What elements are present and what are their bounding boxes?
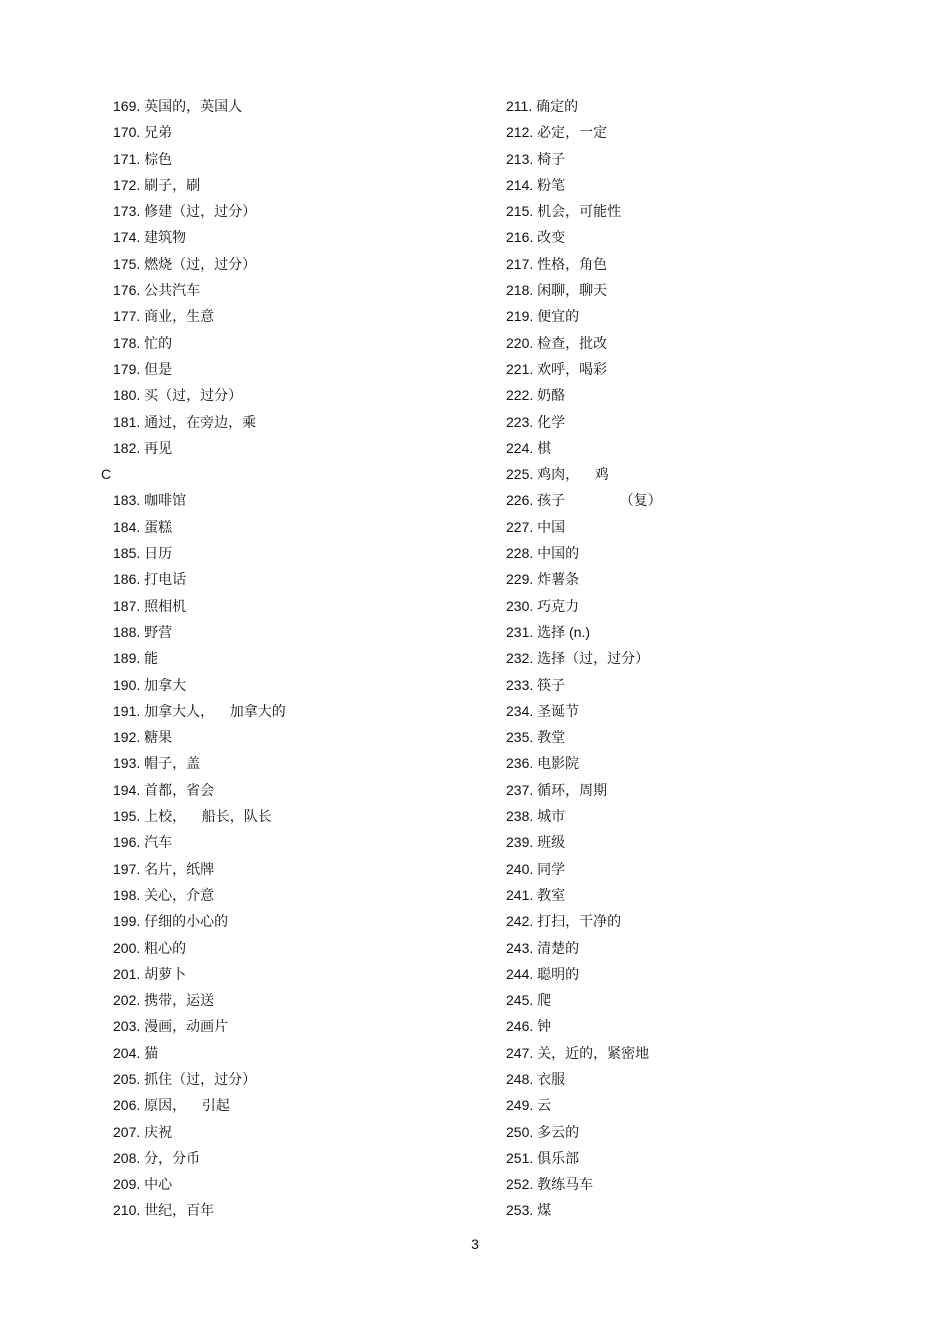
vocab-entry bbox=[506, 935, 846, 961]
entry-meaning: 改变 bbox=[537, 229, 566, 246]
vocab-entry bbox=[113, 566, 453, 592]
vocab-entry bbox=[506, 619, 846, 645]
vocab-entry bbox=[113, 645, 453, 671]
entry-meaning: 确定的 bbox=[536, 98, 579, 114]
entry-meaning: 孩子 （复） bbox=[537, 492, 662, 509]
entry-meaning: 刷子，刷 bbox=[144, 176, 201, 193]
entry-number: 169. bbox=[113, 98, 141, 114]
vocab-entry bbox=[506, 435, 846, 461]
entry-number: 225. bbox=[506, 466, 534, 483]
entry-meaning: 蛋糕 bbox=[144, 518, 173, 535]
vocab-entry bbox=[113, 224, 453, 250]
entry-meaning: 椅子 bbox=[537, 150, 566, 167]
entry-number: 208. bbox=[113, 1149, 141, 1166]
entry-meaning: 衣服 bbox=[537, 1070, 566, 1087]
entry-number: 180. bbox=[113, 387, 141, 404]
entry-meaning: 修建（过，过分） bbox=[144, 203, 257, 220]
entry-meaning: 同学 bbox=[537, 860, 566, 877]
entry-number: 179. bbox=[113, 360, 141, 377]
entry-number: 190. bbox=[113, 676, 141, 693]
entry-meaning: 教室 bbox=[537, 886, 566, 903]
vocab-entry bbox=[506, 382, 846, 408]
entry-number: 226. bbox=[506, 492, 534, 509]
entry-number: 185. bbox=[113, 545, 141, 562]
entry-number: 214. bbox=[506, 176, 534, 193]
entry-number: 236. bbox=[506, 755, 534, 772]
entry-number: 229. bbox=[506, 571, 534, 588]
entry-meaning: 中国 bbox=[537, 518, 566, 535]
entry-meaning: 分，分币 bbox=[144, 1149, 201, 1166]
vocab-entry bbox=[506, 146, 846, 172]
entry-number: 251. bbox=[506, 1149, 534, 1166]
entry-meaning: 兄弟 bbox=[144, 124, 173, 141]
entry-meaning: 再见 bbox=[144, 439, 173, 456]
vocab-entry bbox=[113, 514, 453, 540]
vocab-entry bbox=[506, 540, 846, 566]
vocab-entry bbox=[113, 961, 453, 987]
vocab-entry bbox=[113, 1013, 453, 1039]
vocab-entry bbox=[506, 724, 846, 750]
entry-number: 250. bbox=[506, 1123, 534, 1140]
vocab-entry bbox=[113, 672, 453, 698]
vocab-entry bbox=[113, 1066, 453, 1092]
entry-number: 174. bbox=[113, 229, 141, 246]
page-number: 3 bbox=[471, 1236, 479, 1252]
entry-number: 241. bbox=[506, 886, 534, 903]
entry-meaning: 棕色 bbox=[144, 150, 173, 167]
vocab-entry bbox=[506, 224, 846, 250]
entry-number: 202. bbox=[113, 992, 141, 1009]
vocab-entry bbox=[506, 1013, 846, 1039]
entry-number: 248. bbox=[506, 1070, 534, 1087]
vocab-entry bbox=[506, 777, 846, 803]
vocab-entry bbox=[506, 1040, 846, 1066]
vocab-entry bbox=[506, 172, 846, 198]
left-vocab-column bbox=[101, 93, 453, 1224]
entry-number: 197. bbox=[113, 860, 141, 877]
vocab-entry bbox=[506, 672, 846, 698]
entry-number: 233. bbox=[506, 676, 534, 693]
entry-number: 220. bbox=[506, 334, 534, 351]
vocab-entry bbox=[506, 1171, 846, 1197]
entry-meaning: 帽子，盖 bbox=[144, 755, 201, 772]
entry-number: 211. bbox=[506, 98, 533, 114]
entry-number: 222. bbox=[506, 387, 534, 404]
vocab-entry bbox=[113, 277, 453, 303]
entry-meaning: 野营 bbox=[144, 623, 173, 640]
entry-meaning: 聪明的 bbox=[537, 965, 580, 982]
entry-meaning: 煤 bbox=[537, 1202, 552, 1219]
vocab-entry bbox=[113, 382, 453, 408]
entry-number: 243. bbox=[506, 939, 534, 956]
entry-meaning: 加拿大人， 加拿大的 bbox=[144, 702, 286, 719]
vocab-entry bbox=[113, 146, 453, 172]
vocab-entry bbox=[113, 829, 453, 855]
entry-number: 207. bbox=[113, 1123, 141, 1140]
right-vocab-column bbox=[506, 93, 846, 1224]
entry-meaning: 商业，生意 bbox=[144, 308, 215, 325]
vocab-entry bbox=[113, 303, 453, 329]
entry-number: 170. bbox=[113, 124, 141, 141]
entry-meaning: 粉笔 bbox=[537, 176, 566, 193]
entry-meaning: 粗心的 bbox=[144, 939, 187, 956]
entry-number: 193. bbox=[113, 755, 141, 772]
vocab-entry bbox=[506, 409, 846, 435]
vocab-entry bbox=[506, 1197, 846, 1223]
entry-number: 242. bbox=[506, 913, 534, 930]
vocab-entry bbox=[113, 619, 453, 645]
entry-number: 230. bbox=[506, 597, 534, 614]
vocab-entry bbox=[113, 356, 453, 382]
vocab-entry bbox=[113, 882, 453, 908]
vocab-entry bbox=[506, 698, 846, 724]
entry-meaning: 日历 bbox=[144, 545, 173, 562]
entry-meaning: 云 bbox=[537, 1097, 552, 1114]
vocab-entry bbox=[113, 1145, 453, 1171]
vocab-entry bbox=[113, 93, 453, 119]
entry-number: 228. bbox=[506, 545, 534, 562]
vocab-entry bbox=[113, 593, 453, 619]
vocab-entry bbox=[113, 198, 453, 224]
vocab-entry bbox=[506, 803, 846, 829]
entry-number: 235. bbox=[506, 729, 534, 746]
entry-number: 246. bbox=[506, 1018, 534, 1035]
entry-number: 192. bbox=[113, 729, 141, 746]
vocab-entry bbox=[506, 330, 846, 356]
vocab-entry bbox=[506, 987, 846, 1013]
entry-number: 194. bbox=[113, 781, 141, 798]
entry-number: 212. bbox=[506, 124, 534, 141]
entry-meaning: 糖果 bbox=[144, 729, 173, 746]
entry-meaning: 清楚的 bbox=[537, 939, 580, 956]
entry-meaning: 便宜的 bbox=[537, 308, 580, 325]
entry-meaning: 炸薯条 bbox=[537, 571, 580, 588]
vocab-entry bbox=[506, 119, 846, 145]
vocab-entry bbox=[113, 172, 453, 198]
vocab-entry bbox=[113, 750, 453, 776]
entry-number: 172. bbox=[113, 176, 141, 193]
vocab-entry bbox=[113, 698, 453, 724]
entry-number: 196. bbox=[113, 834, 141, 851]
entry-number: 209. bbox=[113, 1176, 141, 1193]
entry-meaning: 城市 bbox=[537, 808, 566, 825]
vocab-entry bbox=[506, 93, 846, 119]
entry-meaning: 选择（过，过分） bbox=[537, 650, 650, 667]
entry-meaning: 猫 bbox=[144, 1044, 159, 1061]
entry-number: 237. bbox=[506, 781, 534, 798]
vocab-entry bbox=[113, 251, 453, 277]
entry-meaning: 筷子 bbox=[537, 676, 566, 693]
entry-number: 232. bbox=[506, 650, 534, 667]
entry-meaning: 能 bbox=[144, 650, 159, 667]
vocab-entry bbox=[506, 645, 846, 671]
entry-number: 216. bbox=[506, 229, 534, 246]
entry-meaning: 公共汽车 bbox=[144, 282, 201, 299]
entry-meaning: 检查，批改 bbox=[537, 334, 608, 351]
vocab-entry bbox=[506, 356, 846, 382]
entry-meaning: 原因， 引起 bbox=[144, 1097, 230, 1114]
vocab-entry bbox=[113, 935, 453, 961]
entry-number: 199. bbox=[113, 913, 141, 930]
entry-number: 181. bbox=[113, 413, 141, 430]
vocab-entry bbox=[113, 987, 453, 1013]
entry-meaning: 中心 bbox=[144, 1176, 173, 1193]
entry-meaning: 照相机 bbox=[144, 597, 187, 614]
entry-number: 244. bbox=[506, 965, 534, 982]
entry-meaning: 漫画，动画片 bbox=[144, 1018, 229, 1035]
vocab-entry bbox=[506, 303, 846, 329]
vocab-entry bbox=[113, 435, 453, 461]
entry-meaning: 机会，可能性 bbox=[537, 203, 622, 220]
entry-number: 191. bbox=[113, 702, 141, 719]
entry-number: 217. bbox=[506, 255, 534, 272]
entry-meaning: 中国的 bbox=[537, 545, 580, 562]
entry-number: 219. bbox=[506, 308, 534, 325]
entry-number: 204. bbox=[113, 1044, 141, 1061]
entry-number: 227. bbox=[506, 518, 534, 535]
entry-meaning: 首都，省会 bbox=[144, 781, 215, 798]
entry-number: 195. bbox=[113, 808, 141, 825]
entry-meaning: 上校， 船长，队长 bbox=[144, 808, 272, 825]
entry-meaning: 通过，在旁边，乘 bbox=[144, 413, 257, 430]
entry-number: 221. bbox=[506, 360, 534, 377]
entry-meaning: 爬 bbox=[537, 992, 552, 1009]
entry-number: 173. bbox=[113, 203, 141, 220]
vocab-entry bbox=[506, 908, 846, 934]
entry-number: 218. bbox=[506, 282, 534, 299]
entry-meaning: 循环，周期 bbox=[537, 781, 608, 798]
entry-number: 206. bbox=[113, 1097, 141, 1114]
entry-number: 182. bbox=[113, 439, 141, 456]
vocab-entry bbox=[506, 251, 846, 277]
entry-meaning: 燃烧（过，过分） bbox=[144, 255, 257, 272]
section-letter: C bbox=[101, 466, 112, 483]
entry-number: 175. bbox=[113, 255, 141, 272]
entry-number: 240. bbox=[506, 860, 534, 877]
entry-meaning: 世纪，百年 bbox=[144, 1202, 215, 1219]
entry-meaning: 化学 bbox=[537, 413, 566, 430]
entry-meaning: 鸡肉， 鸡 bbox=[537, 466, 609, 483]
vocab-entry bbox=[506, 198, 846, 224]
entry-number: 187. bbox=[113, 597, 141, 614]
entry-number: 249. bbox=[506, 1097, 534, 1114]
entry-number: 183. bbox=[113, 492, 141, 509]
vocab-entry bbox=[113, 1171, 453, 1197]
entry-number: 210. bbox=[113, 1202, 141, 1219]
vocab-entry bbox=[113, 1040, 453, 1066]
entry-number: 184. bbox=[113, 518, 141, 535]
entry-number: 231. bbox=[506, 623, 534, 640]
entry-number: 201. bbox=[113, 965, 141, 982]
entry-number: 200. bbox=[113, 939, 141, 956]
entry-meaning: 巧克力 bbox=[537, 597, 580, 614]
vocab-entry bbox=[506, 882, 846, 908]
entry-meaning: 必定，一定 bbox=[537, 124, 608, 141]
vocab-entry bbox=[506, 1145, 846, 1171]
vocab-entry bbox=[113, 487, 453, 513]
vocab-entry bbox=[113, 1119, 453, 1145]
entry-meaning: 打电话 bbox=[144, 571, 187, 588]
entry-meaning: 教练马车 bbox=[537, 1176, 594, 1193]
entry-number: 213. bbox=[506, 150, 534, 167]
entry-meaning: 加拿大 bbox=[144, 676, 187, 693]
entry-meaning: 携带，运送 bbox=[144, 992, 215, 1009]
entry-number: 215. bbox=[506, 203, 534, 220]
entry-meaning: 教堂 bbox=[537, 729, 566, 746]
entry-number: 186. bbox=[113, 571, 141, 588]
vocab-entry bbox=[113, 908, 453, 934]
vocab-entry bbox=[506, 1066, 846, 1092]
vocab-entry bbox=[506, 1119, 846, 1145]
vocab-entry bbox=[113, 119, 453, 145]
vocab-entry bbox=[113, 724, 453, 750]
entry-number: 188. bbox=[113, 623, 141, 640]
vocab-entry bbox=[113, 409, 453, 435]
entry-number: 189. bbox=[113, 650, 141, 667]
entry-meaning: 忙的 bbox=[144, 334, 173, 351]
vocab-entry bbox=[506, 514, 846, 540]
entry-number: 177. bbox=[113, 308, 141, 325]
entry-meaning: 胡萝卜 bbox=[144, 965, 187, 982]
entry-number: 252. bbox=[506, 1176, 534, 1193]
vocab-entry bbox=[506, 566, 846, 592]
vocab-entry bbox=[506, 829, 846, 855]
entry-meaning: 班级 bbox=[537, 834, 566, 851]
entry-meaning: 庆祝 bbox=[144, 1123, 173, 1140]
vocab-entry bbox=[113, 1092, 453, 1118]
entry-number: 223. bbox=[506, 413, 534, 430]
vocab-entry bbox=[113, 540, 453, 566]
entry-meaning: 选择 (n.) bbox=[537, 623, 591, 640]
entry-meaning: 关，近的，紧密地 bbox=[537, 1044, 650, 1061]
vocab-entry bbox=[506, 1092, 846, 1118]
vocab-entry bbox=[506, 461, 846, 487]
vocab-entry bbox=[113, 1197, 453, 1223]
vocab-entry bbox=[506, 961, 846, 987]
entry-number: 247. bbox=[506, 1044, 534, 1061]
entry-number: 205. bbox=[113, 1070, 141, 1087]
entry-number: 238. bbox=[506, 808, 534, 825]
vocab-entry bbox=[113, 330, 453, 356]
entry-meaning: 仔细的小心的 bbox=[144, 913, 229, 930]
vocab-entry bbox=[506, 856, 846, 882]
entry-meaning: 建筑物 bbox=[144, 229, 187, 246]
entry-meaning: 买（过，过分） bbox=[144, 387, 243, 404]
entry-number: 253. bbox=[506, 1202, 534, 1219]
entry-meaning: 奶酪 bbox=[537, 387, 566, 404]
entry-meaning: 俱乐部 bbox=[537, 1149, 580, 1166]
entry-meaning: 圣诞节 bbox=[537, 702, 580, 719]
entry-meaning: 打扫，干净的 bbox=[537, 913, 622, 930]
entry-meaning: 名片，纸牌 bbox=[144, 860, 215, 877]
entry-meaning: 电影院 bbox=[537, 755, 580, 772]
entry-meaning: 关心，介意 bbox=[144, 886, 215, 903]
entry-meaning: 性格，角色 bbox=[537, 255, 608, 272]
vocab-entry bbox=[506, 593, 846, 619]
vocab-entry bbox=[113, 777, 453, 803]
entry-meaning: 棋 bbox=[537, 439, 552, 456]
entry-number: 203. bbox=[113, 1018, 141, 1035]
entry-number: 239. bbox=[506, 834, 534, 851]
entry-number: 171. bbox=[113, 150, 141, 167]
vocab-entry bbox=[113, 856, 453, 882]
entry-number: 234. bbox=[506, 702, 534, 719]
entry-meaning: 钟 bbox=[537, 1018, 552, 1035]
entry-meaning: 欢呼，喝彩 bbox=[537, 360, 608, 377]
entry-number: 245. bbox=[506, 992, 534, 1009]
entry-number: 176. bbox=[113, 282, 141, 299]
vocab-entry bbox=[506, 750, 846, 776]
entry-number: 224. bbox=[506, 439, 534, 456]
entry-meaning: 闲聊，聊天 bbox=[537, 282, 608, 299]
entry-number: 198. bbox=[113, 886, 141, 903]
entry-meaning: 英国的，英国人 bbox=[144, 98, 243, 114]
entry-meaning: 咖啡馆 bbox=[144, 492, 187, 509]
vocab-entry bbox=[506, 277, 846, 303]
entry-meaning: 多云的 bbox=[537, 1123, 580, 1140]
entry-meaning: 抓住（过，过分） bbox=[144, 1070, 257, 1087]
vocab-entry bbox=[113, 803, 453, 829]
entry-meaning: 但是 bbox=[144, 360, 173, 377]
entry-number: 178. bbox=[113, 334, 141, 351]
vocab-entry bbox=[506, 487, 846, 513]
entry-meaning: 汽车 bbox=[144, 834, 173, 851]
